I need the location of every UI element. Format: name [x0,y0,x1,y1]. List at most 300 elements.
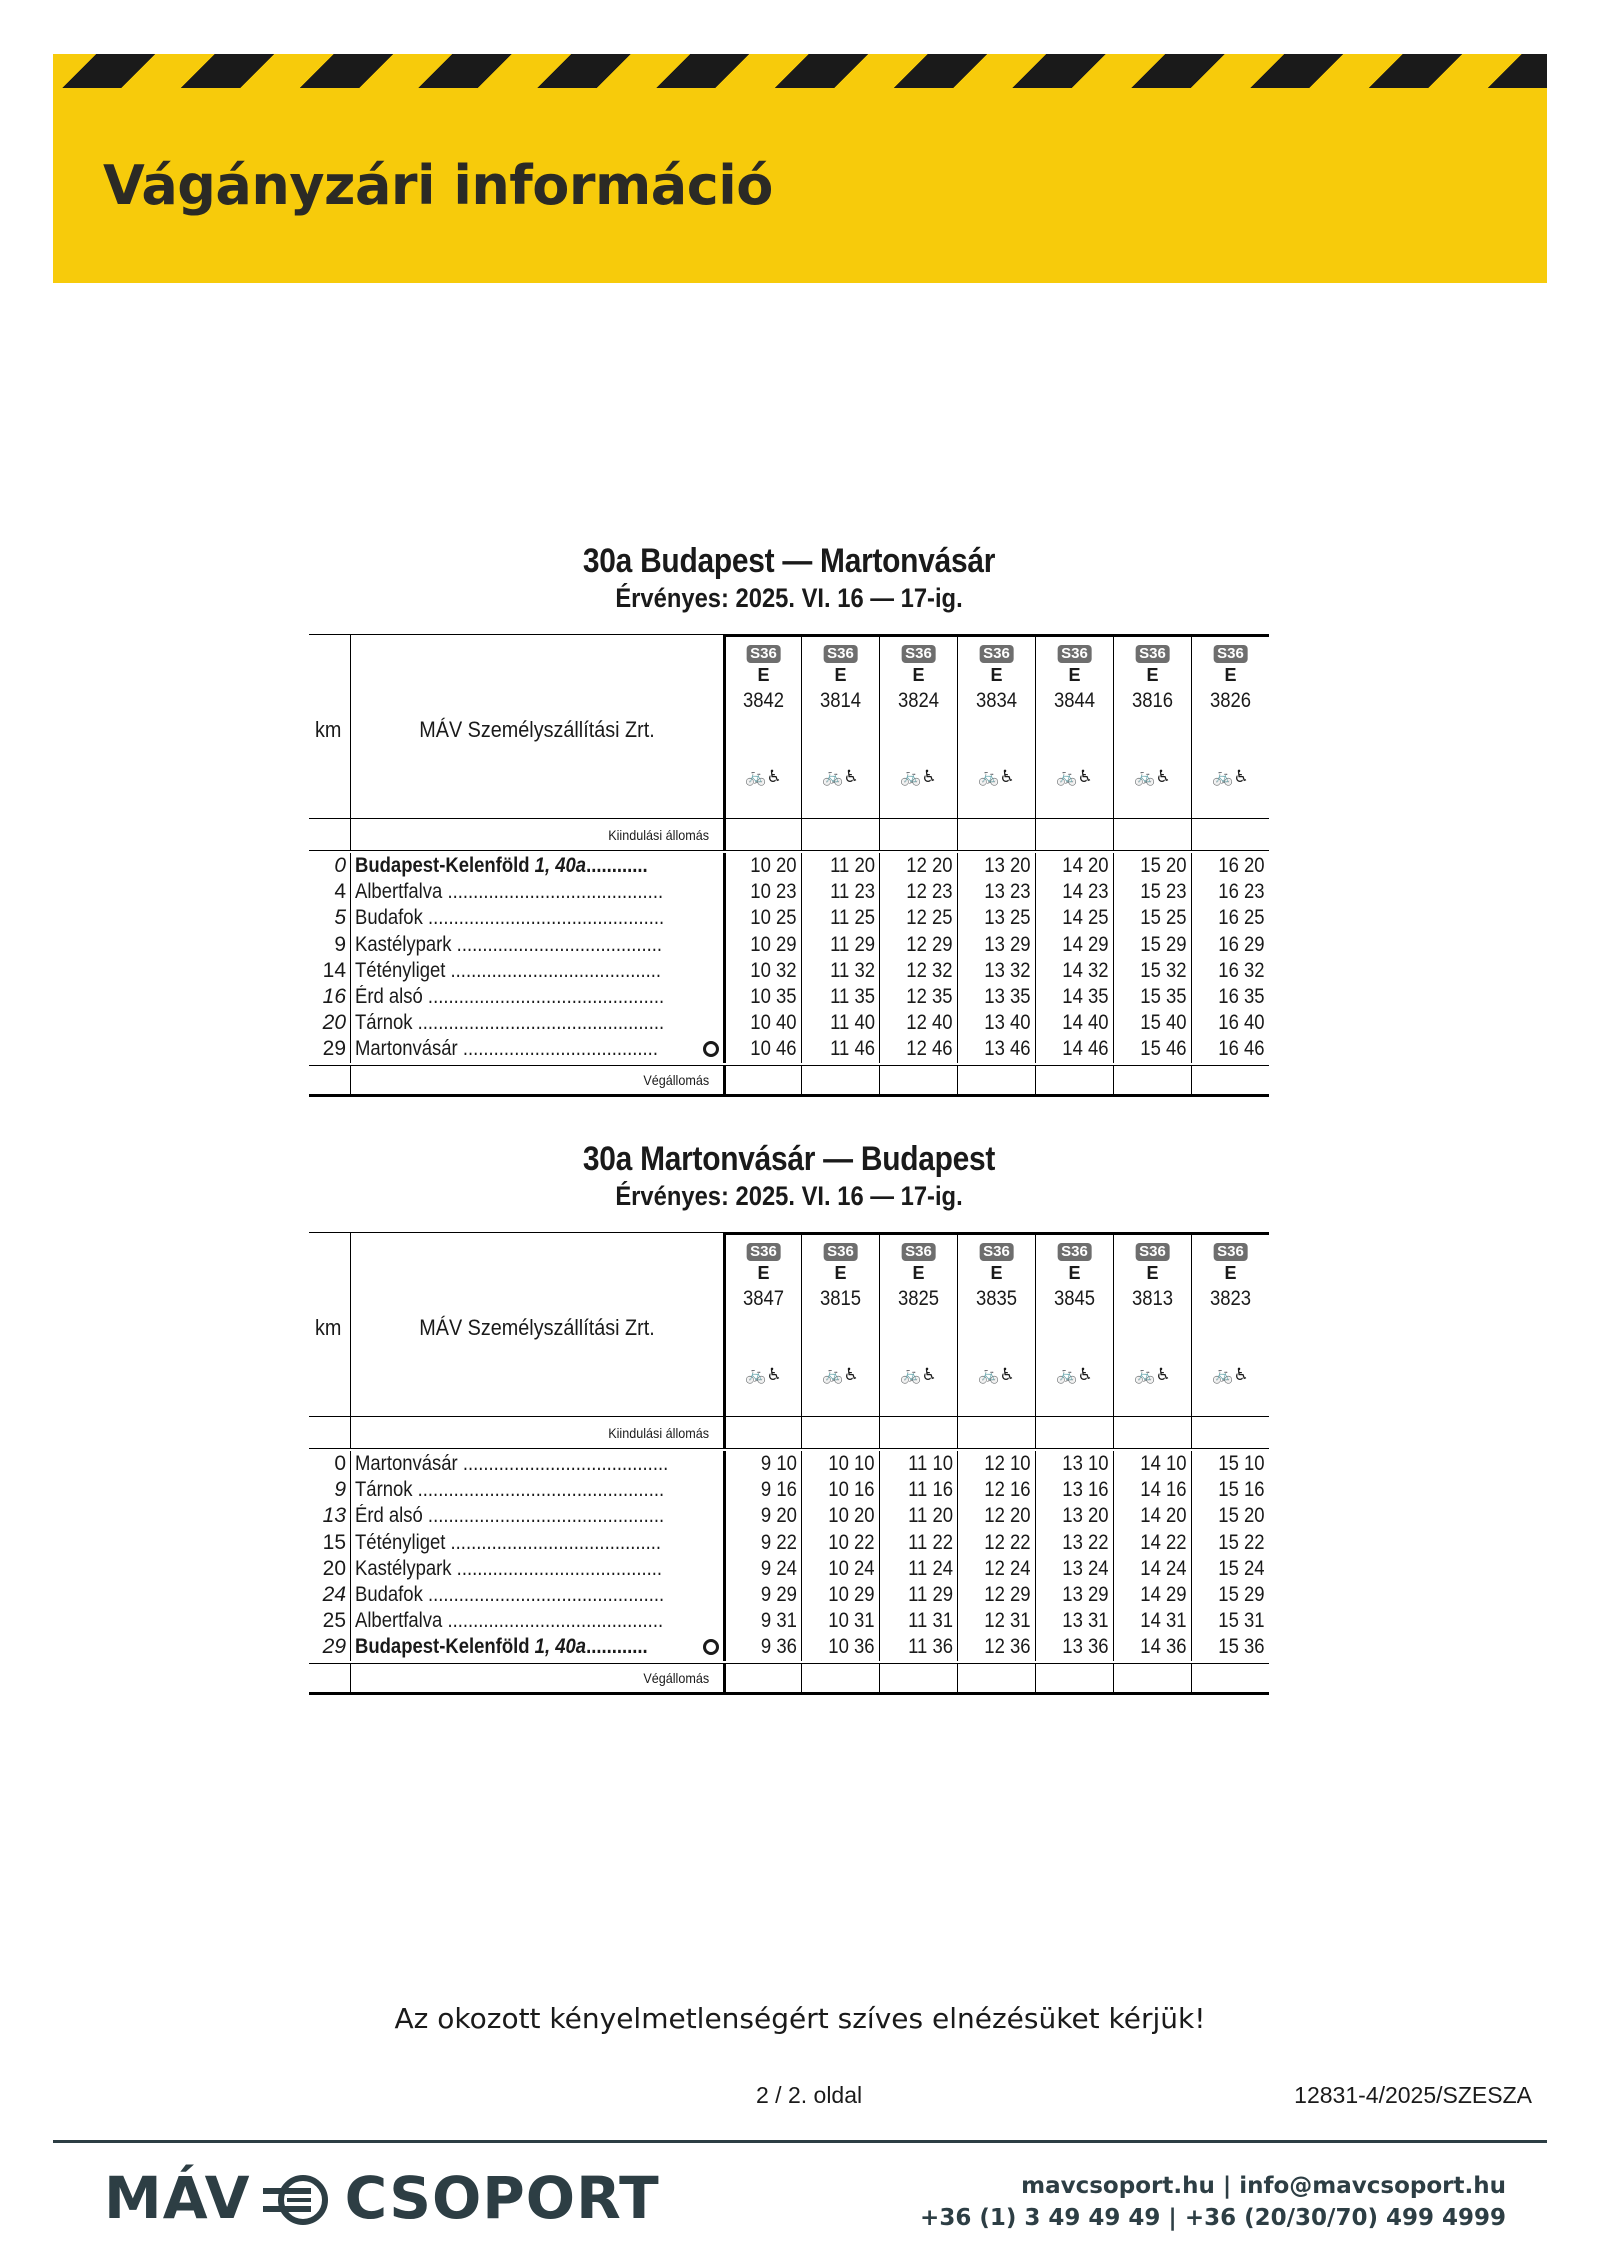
empty-cell [957,1664,1035,1692]
station-km [309,905,351,931]
departure-time: 16 32 [1218,958,1265,982]
empty-cell [1191,1664,1269,1692]
departure-time-cell [957,1530,1035,1556]
station-km [309,1036,351,1062]
apology-text: Az okozott kényelmetlenségért szíves elnézésüket kérjük! [394,2002,1206,2035]
station-name-group [355,1503,664,1529]
bicycle-wheelchair-icon: 🚲♿ [978,767,1015,786]
empty-cell [879,819,957,850]
line-badge: S36 [746,645,781,663]
departure-time: 11 22 [908,1530,953,1554]
departure-time-cell [1191,853,1269,879]
departure-time: 13 24 [1062,1556,1109,1580]
footer-divider [53,2140,1547,2143]
departure-time: 11 23 [830,880,875,904]
leader-dots: ........................................ [457,1452,669,1475]
mav-csoport-logo [104,2164,660,2232]
departure-time: 10 31 [828,1609,875,1633]
departure-time: 16 23 [1218,880,1265,904]
empty-cell [879,1417,957,1448]
train-column-header [957,1232,1035,1416]
station-km [309,1634,351,1660]
departure-time: 12 29 [906,932,953,956]
station-name: Albertfalva [355,880,443,904]
arrival-label: Végállomás [643,1071,709,1088]
departure-time: 9 36 [761,1635,797,1659]
departure-time: 9 24 [761,1556,797,1580]
departure-time: 10 32 [750,958,797,982]
operator-cell [351,635,723,818]
bicycle-wheelchair-icon: 🚲♿ [1212,1365,1249,1384]
departure-time: 9 31 [761,1609,797,1633]
departure-time-cell [957,958,1035,984]
departure-time: 11 20 [830,854,875,877]
departure-time: 16 25 [1218,906,1265,930]
station-name: Martonvásár [355,1037,458,1061]
departure-time-cell [957,1477,1035,1503]
empty-cell [879,1664,957,1692]
train-column-header [723,1232,801,1416]
bicycle-wheelchair-icon: 🚲♿ [900,1365,937,1384]
departure-time-cell [1035,1530,1113,1556]
departure-time-cell [879,905,957,931]
departure-time: 12 20 [906,854,953,877]
station-row [309,1451,1269,1477]
departure-time-cell [1035,905,1113,931]
leader-dots: ................................................ [412,1478,665,1502]
connection-lines: 1, 40a [534,1635,587,1659]
station-name-cell [351,1582,723,1608]
departure-time: 14 16 [1140,1478,1187,1502]
departure-time: 11 24 [908,1556,953,1580]
station-row [309,984,1269,1010]
line-badge: S36 [979,645,1014,663]
train-class: E [1146,665,1159,685]
departure-time: 15 23 [1140,880,1187,904]
station-name-group [355,879,663,905]
station-row [309,1010,1269,1036]
departure-time: 11 29 [908,1582,953,1606]
page-number: 2 / 2. oldal [756,2082,863,2108]
leader-dots: ................................................ [412,1011,665,1035]
departure-time-cell [957,1608,1035,1634]
empty-cell [1191,819,1269,850]
departure-time-cell [801,1010,879,1036]
km-value: 16 [322,984,346,1008]
station-row [309,1556,1269,1582]
departure-time: 11 35 [830,984,875,1008]
line-badge: S36 [901,1243,936,1261]
km-value: 9 [334,1478,346,1502]
station-name-cell [351,1503,723,1529]
departure-time: 12 32 [906,958,953,982]
km-header-cell [309,1233,351,1416]
departure-time-cell [723,1608,801,1634]
departure-time-cell [801,1556,879,1582]
line-badge: S36 [823,1243,858,1261]
empty-cell [309,1417,351,1448]
train-number: 3835 [975,1287,1018,1310]
km-value: 20 [322,1556,346,1580]
timetable-grid [309,634,1269,1097]
station-name-cell [351,984,723,1010]
departure-time-cell [1191,1503,1269,1529]
station-name-group [355,1036,658,1062]
station-name: Albertfalva [355,1609,443,1633]
departure-time-cell [879,1634,957,1660]
station-name-cell [351,905,723,931]
departure-time-cell [1035,1010,1113,1036]
departure-time-cell [879,1503,957,1529]
departure-time-cell [879,932,957,958]
km-value: 24 [322,1582,346,1606]
empty-cell [957,1417,1035,1448]
station-km [309,1503,351,1529]
departure-time-cell [1113,1582,1191,1608]
departure-time: 16 29 [1218,932,1265,956]
departure-time-cell [957,932,1035,958]
empty-cell [801,1066,879,1094]
station-name: Budafok [355,906,423,930]
contact-phones[interactable]: +36 (1) 3 49 49 49 | +36 (20/30/70) 499 4999 [920,2205,1506,2231]
departure-time: 15 29 [1218,1582,1265,1606]
timetable-heading [309,1140,1269,1212]
departure-time: 15 29 [1140,932,1187,956]
departure-time-cell [801,1036,879,1062]
departure-time-cell [723,879,801,905]
station-name-group [355,1477,664,1503]
departure-time: 13 29 [984,932,1031,956]
logo-mark-icon [263,2172,333,2224]
empty-cell [1035,1664,1113,1692]
station-row [309,853,1269,879]
departure-time: 15 24 [1218,1556,1265,1580]
departure-time-cell [801,958,879,984]
departure-time: 10 36 [828,1635,875,1659]
departure-time-cell [1191,984,1269,1010]
line-badge: S36 [746,1243,781,1261]
departure-time-cell [801,1477,879,1503]
empty-cell [957,819,1035,850]
terminus-circle-icon [703,1639,719,1655]
departure-time-cell [801,932,879,958]
departure-time: 10 46 [750,1037,797,1061]
station-name-cell [351,932,723,958]
departure-time: 10 10 [828,1452,875,1475]
departure-time-cell [879,1477,957,1503]
departure-time-cell [1191,958,1269,984]
departure-time: 14 29 [1062,932,1109,956]
station-name-cell [351,1634,723,1660]
train-number: 3814 [819,689,862,712]
empty-cell [879,1066,957,1094]
departure-time: 11 16 [908,1478,953,1502]
departure-time-cell [1191,1036,1269,1062]
departure-label-cell [351,819,723,850]
operator-name: MÁV Személyszállítási Zrt. [419,717,655,742]
departure-time-cell [1113,1556,1191,1582]
departure-time: 14 32 [1062,958,1109,982]
empty-cell [801,1664,879,1692]
arrival-label: Végállomás [643,1669,709,1686]
departure-time: 10 22 [828,1530,875,1554]
train-column-header [801,634,879,818]
departure-time: 13 20 [1062,1504,1109,1528]
departure-time: 14 31 [1140,1609,1187,1633]
departure-time-cell [1113,1010,1191,1036]
departure-time: 9 22 [761,1530,797,1554]
departure-time: 10 40 [750,1011,797,1035]
line-badge: S36 [1213,645,1248,663]
departure-time: 14 36 [1140,1635,1187,1659]
departure-time-cell [1113,1451,1191,1477]
station-name-group [355,932,662,958]
departure-time: 14 35 [1062,984,1109,1008]
station-row [309,1634,1269,1660]
empty-cell [723,1664,801,1692]
station-km [309,984,351,1010]
station-name-cell [351,1608,723,1634]
departure-time: 12 46 [906,1037,953,1061]
station-km [309,1451,351,1477]
km-value: 5 [334,906,346,930]
empty-cell [1113,1066,1191,1094]
departure-time-cell [957,1451,1035,1477]
station-row [309,1608,1269,1634]
leader-dots: ............ [586,1635,648,1659]
empty-cell [309,819,351,850]
line-badge: S36 [1057,1243,1092,1261]
empty-cell [801,1417,879,1448]
departure-time: 10 35 [750,984,797,1008]
departure-time: 15 32 [1140,958,1187,982]
page-title: Vágányzári információ [103,154,773,217]
train-number: 3844 [1053,689,1096,712]
departure-time: 10 24 [828,1556,875,1580]
line-badge: S36 [1057,645,1092,663]
departure-time-cell [1113,1634,1191,1660]
departure-label-row [309,819,1269,851]
leader-dots: ......................................... [445,1530,662,1554]
logo-text-left: MÁV [104,2164,251,2232]
station-name-cell [351,1036,723,1062]
departure-time-cell [957,1503,1035,1529]
line-badge: S36 [1213,1243,1248,1261]
departure-time-cell [879,1010,957,1036]
station-name-group [355,1010,664,1036]
departure-time: 15 35 [1140,984,1187,1008]
line-badge: S36 [823,645,858,663]
departure-time: 9 20 [761,1504,797,1528]
departure-time-cell [723,905,801,931]
departure-label: Kiindulási állomás [608,1425,709,1441]
station-name: Tárnok [355,1011,413,1035]
km-value: 9 [334,932,346,956]
departure-time-cell [1191,1451,1269,1477]
departure-time-cell [879,1451,957,1477]
station-row [309,1036,1269,1062]
departure-time: 13 16 [1062,1478,1109,1502]
departure-time: 13 36 [1062,1635,1109,1659]
departure-time: 10 20 [750,854,797,877]
bicycle-wheelchair-icon: 🚲♿ [1134,767,1171,786]
departure-time-cell [1035,853,1113,879]
empty-cell [1113,1664,1191,1692]
station-name: Martonvásár [355,1452,458,1475]
departure-time: 15 46 [1140,1037,1187,1061]
arrival-label-cell [351,1664,723,1692]
document-reference: 12831-4/2025/SZESZA [1294,2082,1532,2108]
departure-time-cell [801,853,879,879]
departure-time-cell [1191,1608,1269,1634]
km-value: 29 [322,1037,346,1061]
train-class: E [990,665,1003,685]
departure-time: 13 22 [1062,1530,1109,1554]
train-number: 3816 [1131,689,1174,712]
departure-time: 10 25 [750,906,797,930]
station-km [309,1556,351,1582]
departure-time-cell [957,879,1035,905]
departure-time: 10 29 [828,1582,875,1606]
km-label: km [315,1315,342,1340]
departure-time-cell [1191,1556,1269,1582]
header-banner [53,54,1547,283]
departure-time-cell [1113,1036,1191,1062]
departure-time: 12 40 [906,1011,953,1035]
empty-cell [723,1066,801,1094]
departure-time: 14 29 [1140,1582,1187,1606]
train-column-header [801,1232,879,1416]
departure-time-cell [723,1634,801,1660]
departure-time-cell [1191,1582,1269,1608]
departure-time: 15 10 [1218,1452,1265,1475]
departure-time-cell [879,1036,957,1062]
train-class: E [1068,665,1081,685]
train-class: E [990,1263,1003,1283]
departure-time-cell [801,1503,879,1529]
departure-time-cell [1113,1530,1191,1556]
departure-time: 13 23 [984,880,1031,904]
bicycle-wheelchair-icon: 🚲♿ [900,767,937,786]
departure-time-cell [723,1010,801,1036]
train-number: 3815 [819,1287,862,1310]
departure-time-cell [1113,1608,1191,1634]
station-name-cell [351,958,723,984]
empty-cell [1035,1066,1113,1094]
leader-dots: .............................................. [422,906,665,930]
departure-time: 15 36 [1218,1635,1265,1659]
km-value: 25 [322,1609,346,1633]
leader-dots: .............................................. [422,984,665,1008]
line-badge: S36 [901,645,936,663]
station-name-cell [351,1451,723,1477]
departure-time-cell [957,853,1035,879]
departure-label-cell [351,1417,723,1448]
station-name: Érd alsó [355,1504,423,1528]
departure-time-cell [723,1451,801,1477]
departure-time-cell [1113,879,1191,905]
train-class: E [912,1263,925,1283]
km-value: 29 [322,1635,346,1659]
station-name: Kastélypark [355,932,452,956]
departure-time: 11 36 [908,1635,953,1659]
train-column-header [1113,634,1191,818]
station-name-cell [351,1556,723,1582]
bicycle-wheelchair-icon: 🚲♿ [1212,767,1249,786]
departure-time: 13 31 [1062,1609,1109,1633]
departure-time: 11 40 [830,1011,875,1035]
departure-time: 9 10 [761,1452,797,1475]
km-value: 13 [322,1504,346,1528]
train-column-header [1035,634,1113,818]
validity-text: Érvényes: 2025. VI. 16 — 17-ig. [615,583,963,613]
station-row [309,1530,1269,1556]
departure-time: 10 20 [828,1504,875,1528]
operator-name: MÁV Személyszállítási Zrt. [419,1315,655,1340]
leader-dots: ............ [586,854,648,877]
train-class: E [1068,1263,1081,1283]
train-class: E [912,665,925,685]
bicycle-wheelchair-icon: 🚲♿ [978,1365,1015,1384]
departure-time-cell [1035,1451,1113,1477]
departure-time-cell [801,879,879,905]
departure-time: 11 29 [830,932,875,956]
station-row [309,932,1269,958]
contact-web-email[interactable]: mavcsoport.hu | info@mavcsoport.hu [1021,2173,1506,2199]
station-rows [309,851,1269,1065]
departure-time-cell [1191,879,1269,905]
departure-time-cell [879,1530,957,1556]
empty-cell [1191,1066,1269,1094]
departure-time: 12 31 [984,1609,1031,1633]
departure-label-row [309,1417,1269,1449]
bicycle-wheelchair-icon: 🚲♿ [1056,767,1093,786]
departure-time: 12 35 [906,984,953,1008]
departure-time-cell [1191,1477,1269,1503]
station-name: Tárnok [355,1478,413,1502]
departure-time: 14 40 [1062,1011,1109,1035]
terminus-circle-icon [703,1041,719,1057]
departure-time: 11 46 [830,1037,875,1061]
empty-cell [723,1417,801,1448]
empty-cell [1035,1417,1113,1448]
station-row [309,1477,1269,1503]
station-row [309,958,1269,984]
train-number: 3845 [1053,1287,1096,1310]
departure-time: 12 25 [906,906,953,930]
empty-cell [309,1066,351,1094]
departure-time: 12 10 [984,1452,1031,1475]
departure-time: 14 20 [1140,1504,1187,1528]
arrival-label-row [309,1065,1269,1097]
departure-time-cell [1035,1036,1113,1062]
departure-time: 13 40 [984,1011,1031,1035]
departure-time: 13 46 [984,1037,1031,1061]
departure-time: 14 25 [1062,906,1109,930]
station-km [309,958,351,984]
departure-time-cell [1113,958,1191,984]
departure-time-cell [723,1503,801,1529]
departure-time: 10 29 [750,932,797,956]
station-row [309,1503,1269,1529]
station-name-cell [351,879,723,905]
departure-time-cell [801,1608,879,1634]
km-value: 14 [322,958,346,982]
departure-time-cell [1035,879,1113,905]
departure-time: 14 46 [1062,1037,1109,1061]
departure-time: 12 24 [984,1556,1031,1580]
departure-time-cell [1113,853,1191,879]
